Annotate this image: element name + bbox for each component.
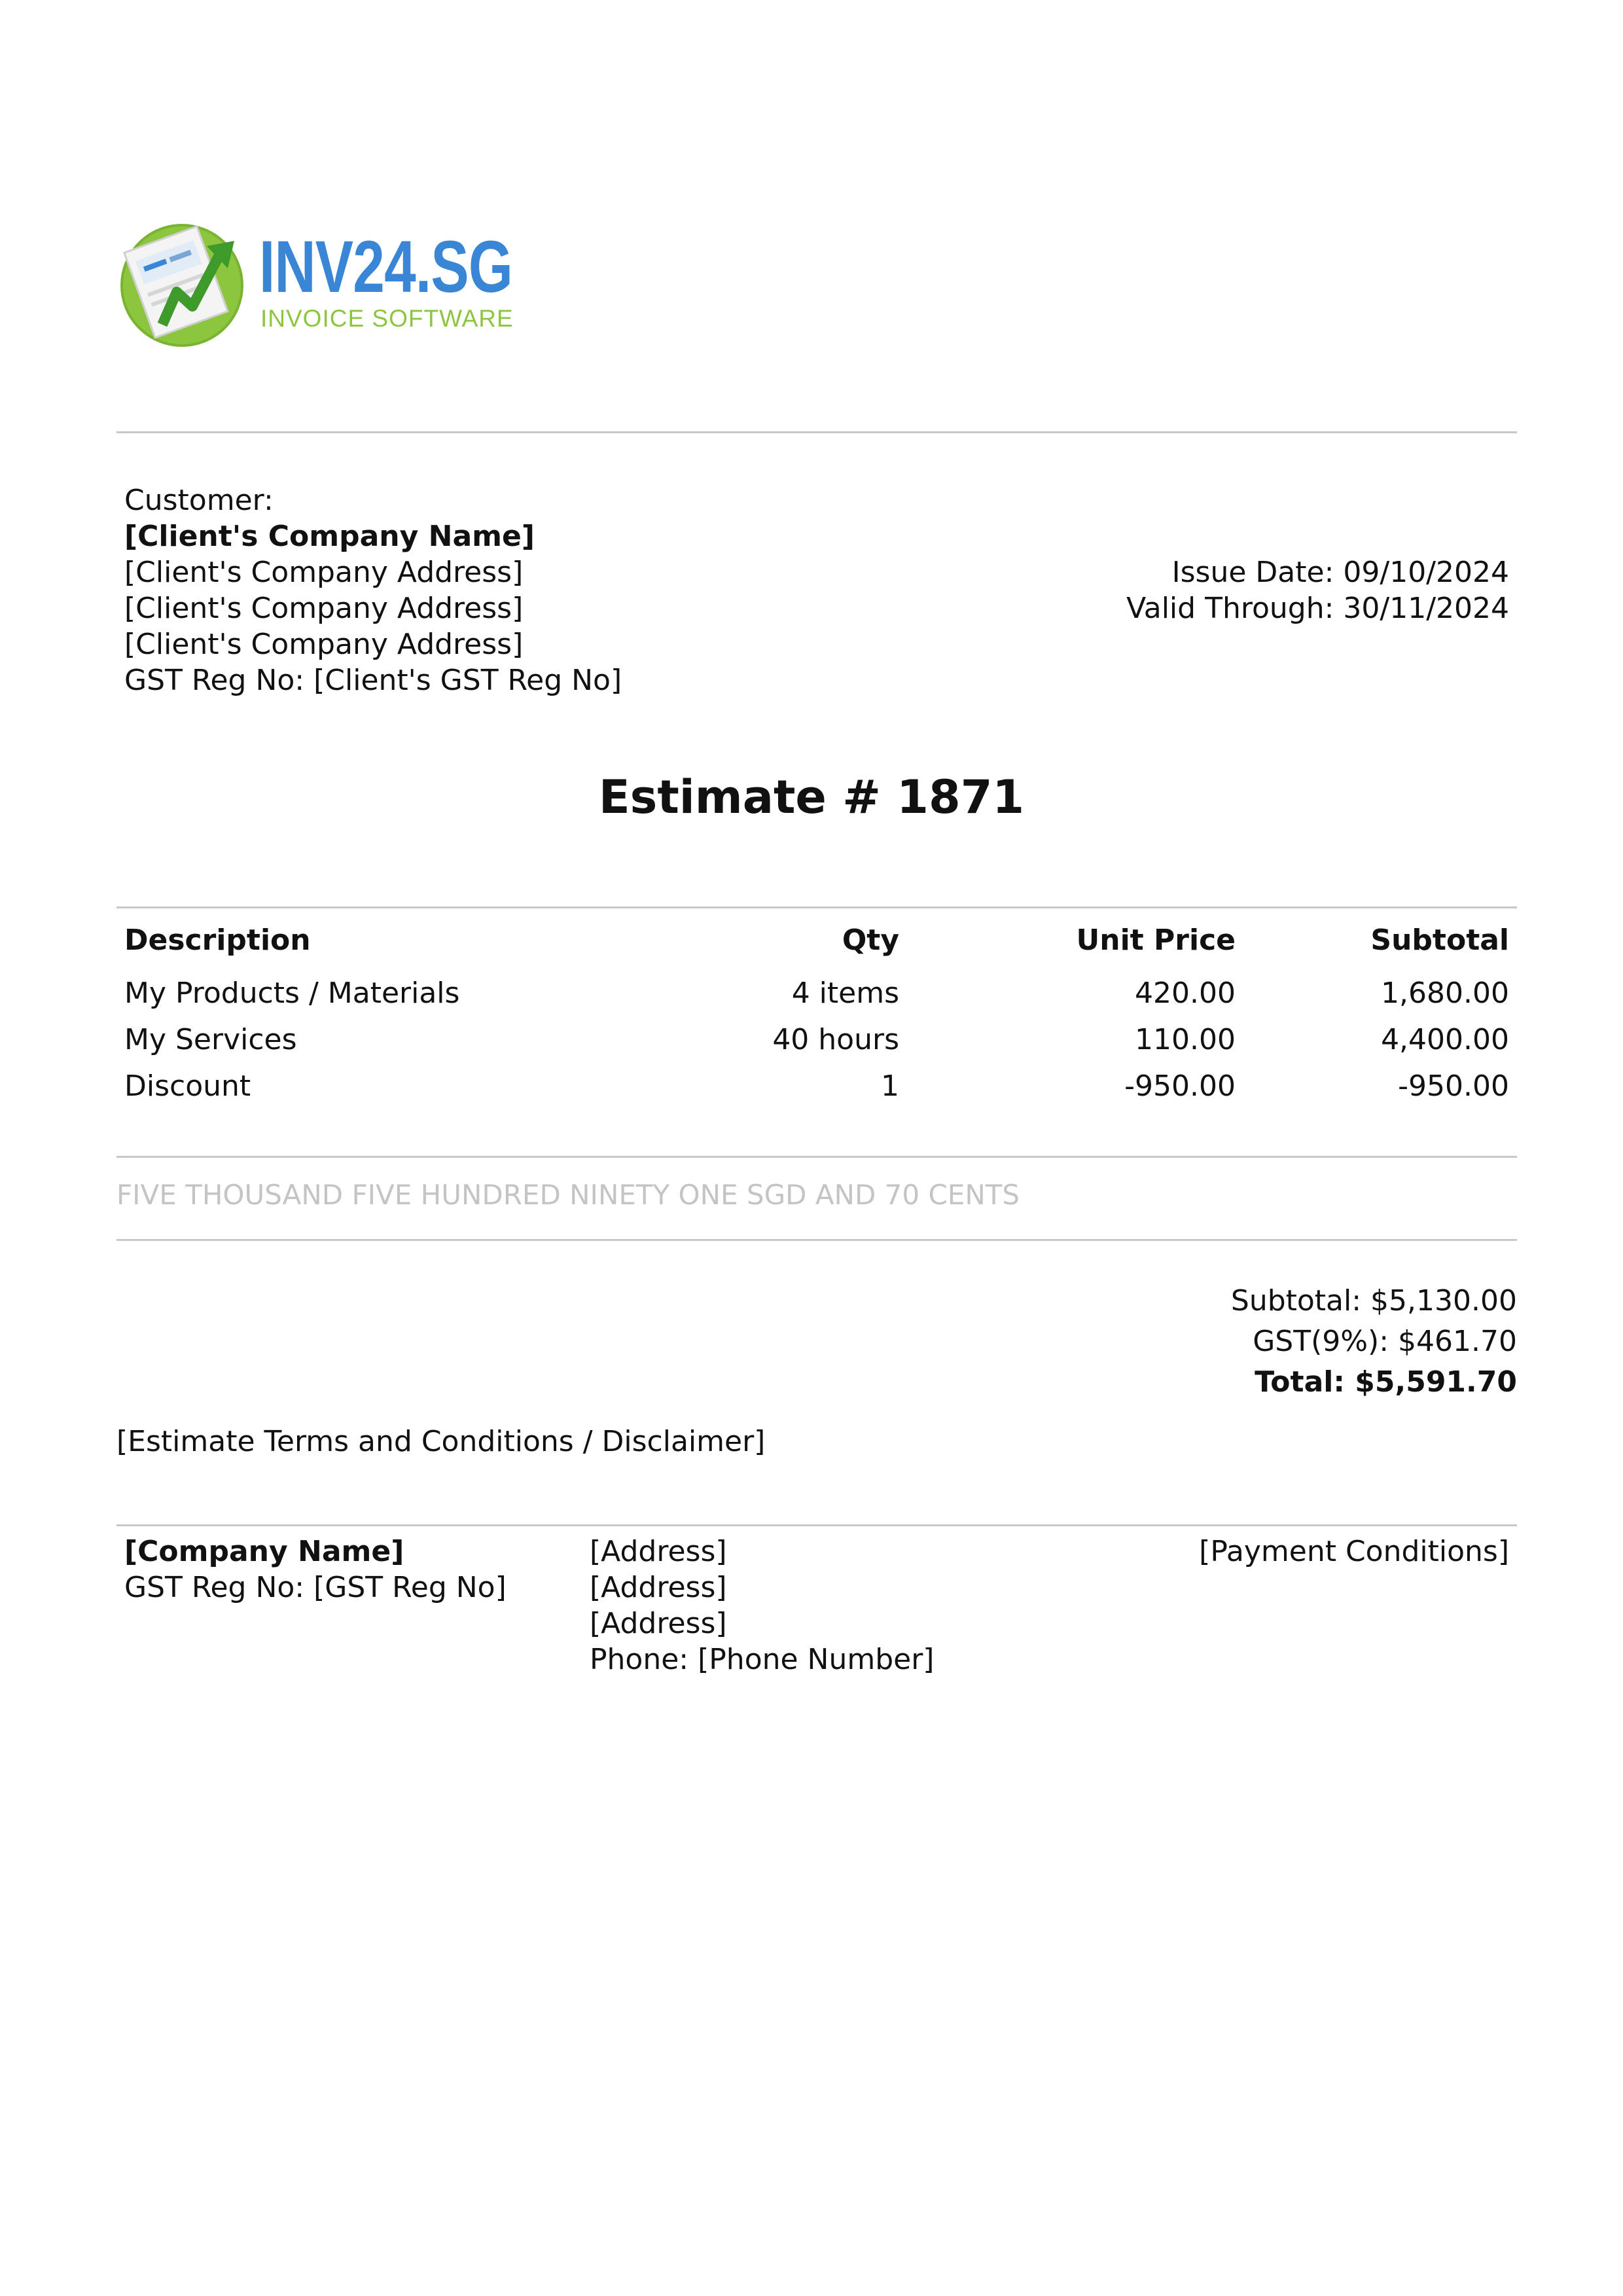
divider [116,1524,1517,1526]
row-description: Discount [124,1069,251,1103]
header-unit-price: Unit Price [1076,923,1236,957]
logo-tagline: INVOICE SOFTWARE [260,305,514,332]
header-qty: Qty [842,923,899,957]
row-description: My Products / Materials [124,977,460,1010]
customer-address-line: [Client's Company Address] [124,556,524,589]
terms-and-conditions: [Estimate Terms and Conditions / Disclaimer] [116,1425,766,1458]
customer-label: Customer: [124,484,274,517]
company-logo [116,208,514,352]
page-title: Estimate # 1871 [598,770,1025,824]
row-qty: 1 [881,1069,899,1103]
issue-date: Issue Date: 09/10/2024 [1171,556,1509,589]
subtotal-amount: Subtotal: $5,130.00 [1230,1284,1517,1318]
row-qty: 40 hours [772,1023,899,1056]
footer-address-line: [Address] [590,1535,727,1568]
footer-company-block [124,1534,507,1605]
divider [116,431,1517,433]
footer-payment-block [1199,1534,1509,1570]
payment-conditions: [Payment Conditions] [1199,1535,1509,1568]
dates-block [1126,554,1509,626]
footer-company-name: [Company Name] [124,1535,404,1568]
footer-address-block [590,1534,934,1677]
customer-gst-reg: GST Reg No: [Client's GST Reg No] [124,664,622,697]
customer-address-line: [Client's Company Address] [124,592,524,625]
divider [116,1239,1517,1241]
row-subtotal: 1,680.00 [1381,977,1509,1010]
totals-block [1231,1281,1517,1403]
header-subtotal: Subtotal [1370,923,1509,957]
divider [116,906,1517,908]
row-subtotal: 4,400.00 [1381,1023,1509,1056]
footer-address-line: [Address] [590,1607,727,1640]
items-table [116,916,1517,1109]
divider [116,1156,1517,1158]
row-qty: 4 items [791,977,899,1010]
customer-block [124,482,622,698]
amount-in-words: FIVE THOUSAND FIVE HUNDRED NINETY ONE SGD AND 70 CENTS [116,1179,1020,1211]
table-header-row [116,916,1517,970]
header-description: Description [124,923,311,957]
logo-name: INV24.SG [259,226,513,308]
valid-through-date: Valid Through: 30/11/2024 [1126,592,1509,625]
row-description: My Services [124,1023,297,1056]
row-unit-price: 420.00 [1135,977,1236,1010]
footer-gst-reg: GST Reg No: [GST Reg No] [124,1571,507,1604]
customer-company-name: [Client's Company Name] [124,520,535,553]
row-subtotal: -950.00 [1398,1069,1509,1103]
table-row [116,970,1517,1016]
row-unit-price: 110.00 [1135,1023,1236,1056]
footer-address-line: [Address] [590,1571,727,1604]
table-row [116,1063,1517,1109]
invoice-chart-arrow-icon [116,208,260,352]
table-row [116,1016,1517,1063]
customer-address-line: [Client's Company Address] [124,628,524,661]
gst-amount: GST(9%): $461.70 [1253,1325,1517,1358]
row-unit-price: -950.00 [1124,1069,1236,1103]
footer-phone: Phone: [Phone Number] [590,1643,935,1676]
total-amount: Total: $5,591.70 [1255,1365,1517,1399]
